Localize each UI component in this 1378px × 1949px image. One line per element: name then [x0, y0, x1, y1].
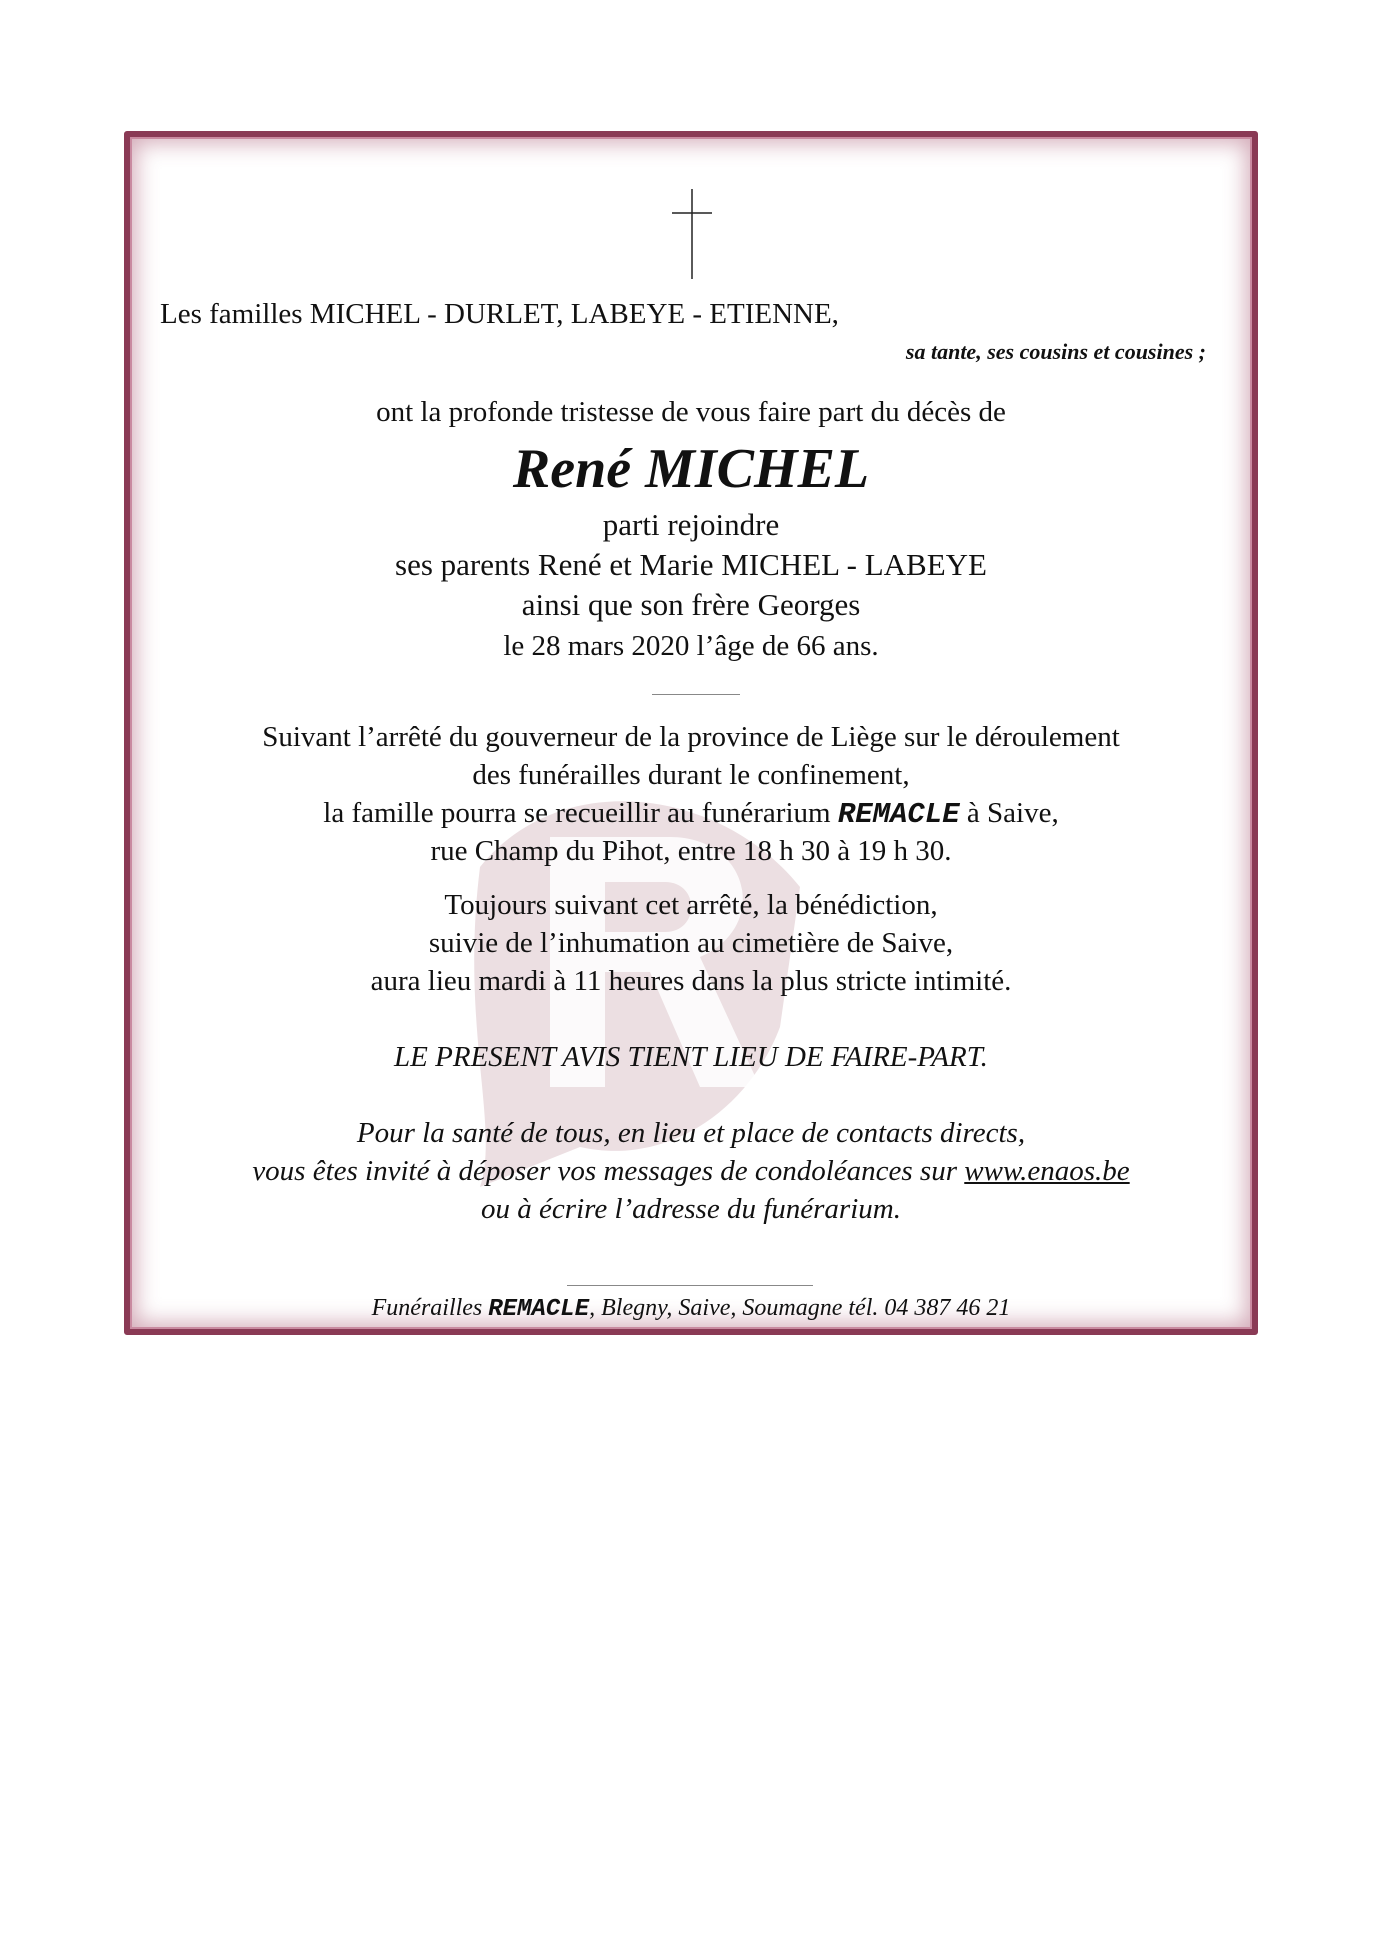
condolences-line-2: vous êtes invité à déposer vos messages de condoléances sur www.enaos.be [252, 1155, 1130, 1187]
condolences-line-3: ou à écrire l’adresse du funérarium. [481, 1193, 901, 1225]
deceased-name: René MICHEL [512, 438, 870, 500]
visitation-line-2: des funérailles durant le confinement, [472, 759, 910, 791]
brother-line: ainsi que son frère Georges [521, 587, 861, 622]
footer-line: Funérailles REMACLE, Blegny, Saive, Soumagne tél. 04 387 46 21 [371, 1295, 1011, 1323]
visitation-line-3: la famille pourra se recueillir au funérarium REMACLE à Saive, [323, 797, 1059, 831]
cross-icon [672, 189, 712, 279]
notice-frame [124, 131, 1258, 1335]
visitation-line-4: rue Champ du Pihot, entre 18 h 30 à 19 h 30. [430, 835, 952, 867]
notice-line: LE PRESENT AVIS TIENT LIEU DE FAIRE-PART. [394, 1041, 988, 1073]
condolences-link[interactable]: www.enaos.be [964, 1155, 1130, 1187]
ceremony-line-3: aura lieu mardi à 11 heures dans la plus stricte intimité. [370, 965, 1012, 997]
funeral-home-brand: REMACLE [837, 798, 960, 831]
visitation-line-1: Suivant l’arrêté du gouverneur de la province de Liège sur le déroulement [262, 721, 1120, 753]
ceremony-line-1: Toujours suivant cet arrêté, la bénédiction, [444, 889, 938, 921]
footer-brand: REMACLE [488, 1296, 590, 1323]
condolences-line-1: Pour la santé de tous, en lieu et place de contacts directs, [356, 1117, 1026, 1149]
families-line: Les familles MICHEL - DURLET, LABEYE - ETIENNE, [160, 298, 839, 330]
rejoin-line: parti rejoindre [602, 507, 780, 542]
parents-line: ses parents René et Marie MICHEL - LABEYE [395, 547, 987, 582]
relatives-line: sa tante, ses cousins et cousines ; [905, 339, 1206, 364]
divider-footer [567, 1285, 813, 1286]
intro-line: ont la profonde tristesse de vous faire part du décès de [376, 396, 1006, 428]
divider-short [652, 694, 740, 695]
ceremony-line-2: suivie de l’inhumation au cimetière de Saive, [428, 927, 954, 959]
date-age-line: le 28 mars 2020 l’âge de 66 ans. [503, 630, 879, 662]
